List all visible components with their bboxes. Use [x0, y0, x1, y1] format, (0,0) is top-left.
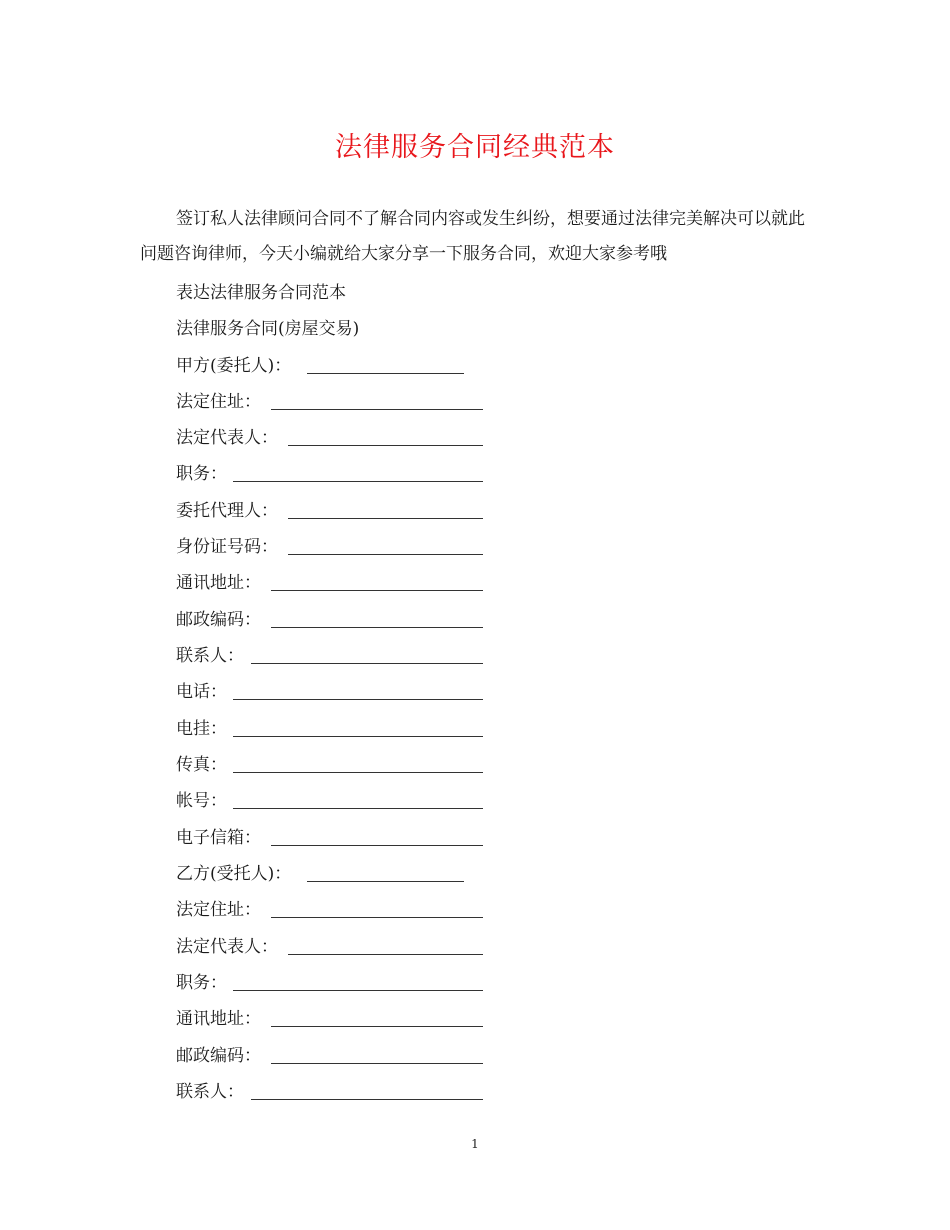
party-a-postcode-field [176, 608, 261, 632]
party-a-fax-field [176, 753, 227, 777]
field-blank [233, 989, 483, 991]
party-a-cable-field [176, 717, 227, 741]
field-blank [233, 771, 483, 773]
field-blank [271, 844, 483, 846]
field-blank [233, 698, 483, 700]
party-b-legal-rep-field [176, 935, 278, 959]
field-blank [288, 553, 483, 555]
field-blank [233, 735, 483, 737]
party-a-id-field [176, 535, 278, 559]
party-a-field [176, 354, 291, 378]
field-label: 法定住址： [176, 900, 261, 920]
party-a-agent-field [176, 499, 278, 523]
party-b-mail-address-field [176, 1007, 261, 1031]
field-label: 电话： [176, 682, 227, 702]
field-label: 法定代表人： [176, 428, 278, 448]
field-blank [271, 408, 483, 410]
party-b-contact-field [176, 1080, 244, 1104]
field-label: 联系人： [176, 646, 244, 666]
field-label: 电挂： [176, 719, 227, 739]
party-b-address-field [176, 898, 261, 922]
field-label: 职务： [176, 464, 227, 484]
party-a-label: 甲方(委托人)： [176, 356, 292, 376]
party-a-phone-field [176, 680, 227, 704]
party-a-account-field [176, 789, 227, 813]
field-blank [251, 1098, 483, 1100]
field-label: 帐号： [176, 791, 227, 811]
party-a-email-field [176, 826, 261, 850]
field-label: 联系人： [176, 1082, 244, 1102]
field-label: 身份证号码： [176, 537, 278, 557]
intro-paragraph: 签订私人法律顾问合同不了解合同内容或发生纠纷，想要通过法律完美解决可以就此问题咨询律师，今天小编就给大家分享一下服务合同，欢迎大家参考哦 [140, 209, 805, 264]
field-label: 电子信箱： [176, 828, 261, 848]
field-blank [271, 589, 483, 591]
field-blank [233, 807, 483, 809]
field-blank [271, 1025, 483, 1027]
party-a-position-field [176, 462, 227, 486]
party-a-mail-address-field [176, 571, 261, 595]
party-a-blank [307, 372, 464, 374]
party-b-label: 乙方(受托人)： [176, 864, 292, 884]
party-a-contact-field [176, 644, 244, 668]
field-label: 法定住址： [176, 392, 261, 412]
party-b-postcode-field [176, 1044, 261, 1068]
party-b-position-field [176, 971, 227, 995]
party-a-address-field [176, 390, 261, 414]
field-label: 传真： [176, 755, 227, 775]
field-label: 委托代理人： [176, 501, 278, 521]
field-blank [271, 1062, 483, 1064]
document-title: 法律服务合同经典范本 [335, 132, 615, 163]
field-blank [251, 662, 483, 664]
field-blank [288, 953, 483, 955]
page-number: 1 [471, 1137, 479, 1151]
party-a-legal-rep-field [176, 426, 278, 450]
field-label: 邮政编码： [176, 1046, 261, 1066]
field-label: 职务： [176, 973, 227, 993]
field-blank [271, 626, 483, 628]
party-b-blank [307, 880, 464, 882]
field-blank [271, 916, 483, 918]
field-label: 通讯地址： [176, 1009, 261, 1029]
field-blank [233, 480, 483, 482]
field-blank [288, 444, 483, 446]
field-label: 邮政编码： [176, 610, 261, 630]
heading-contract-template: 表达法律服务合同范本 [176, 283, 346, 303]
heading-contract-type: 法律服务合同(房屋交易) [176, 319, 360, 339]
party-b-field [176, 862, 291, 886]
field-label: 法定代表人： [176, 937, 278, 957]
field-label: 通讯地址： [176, 573, 261, 593]
field-blank [288, 517, 483, 519]
